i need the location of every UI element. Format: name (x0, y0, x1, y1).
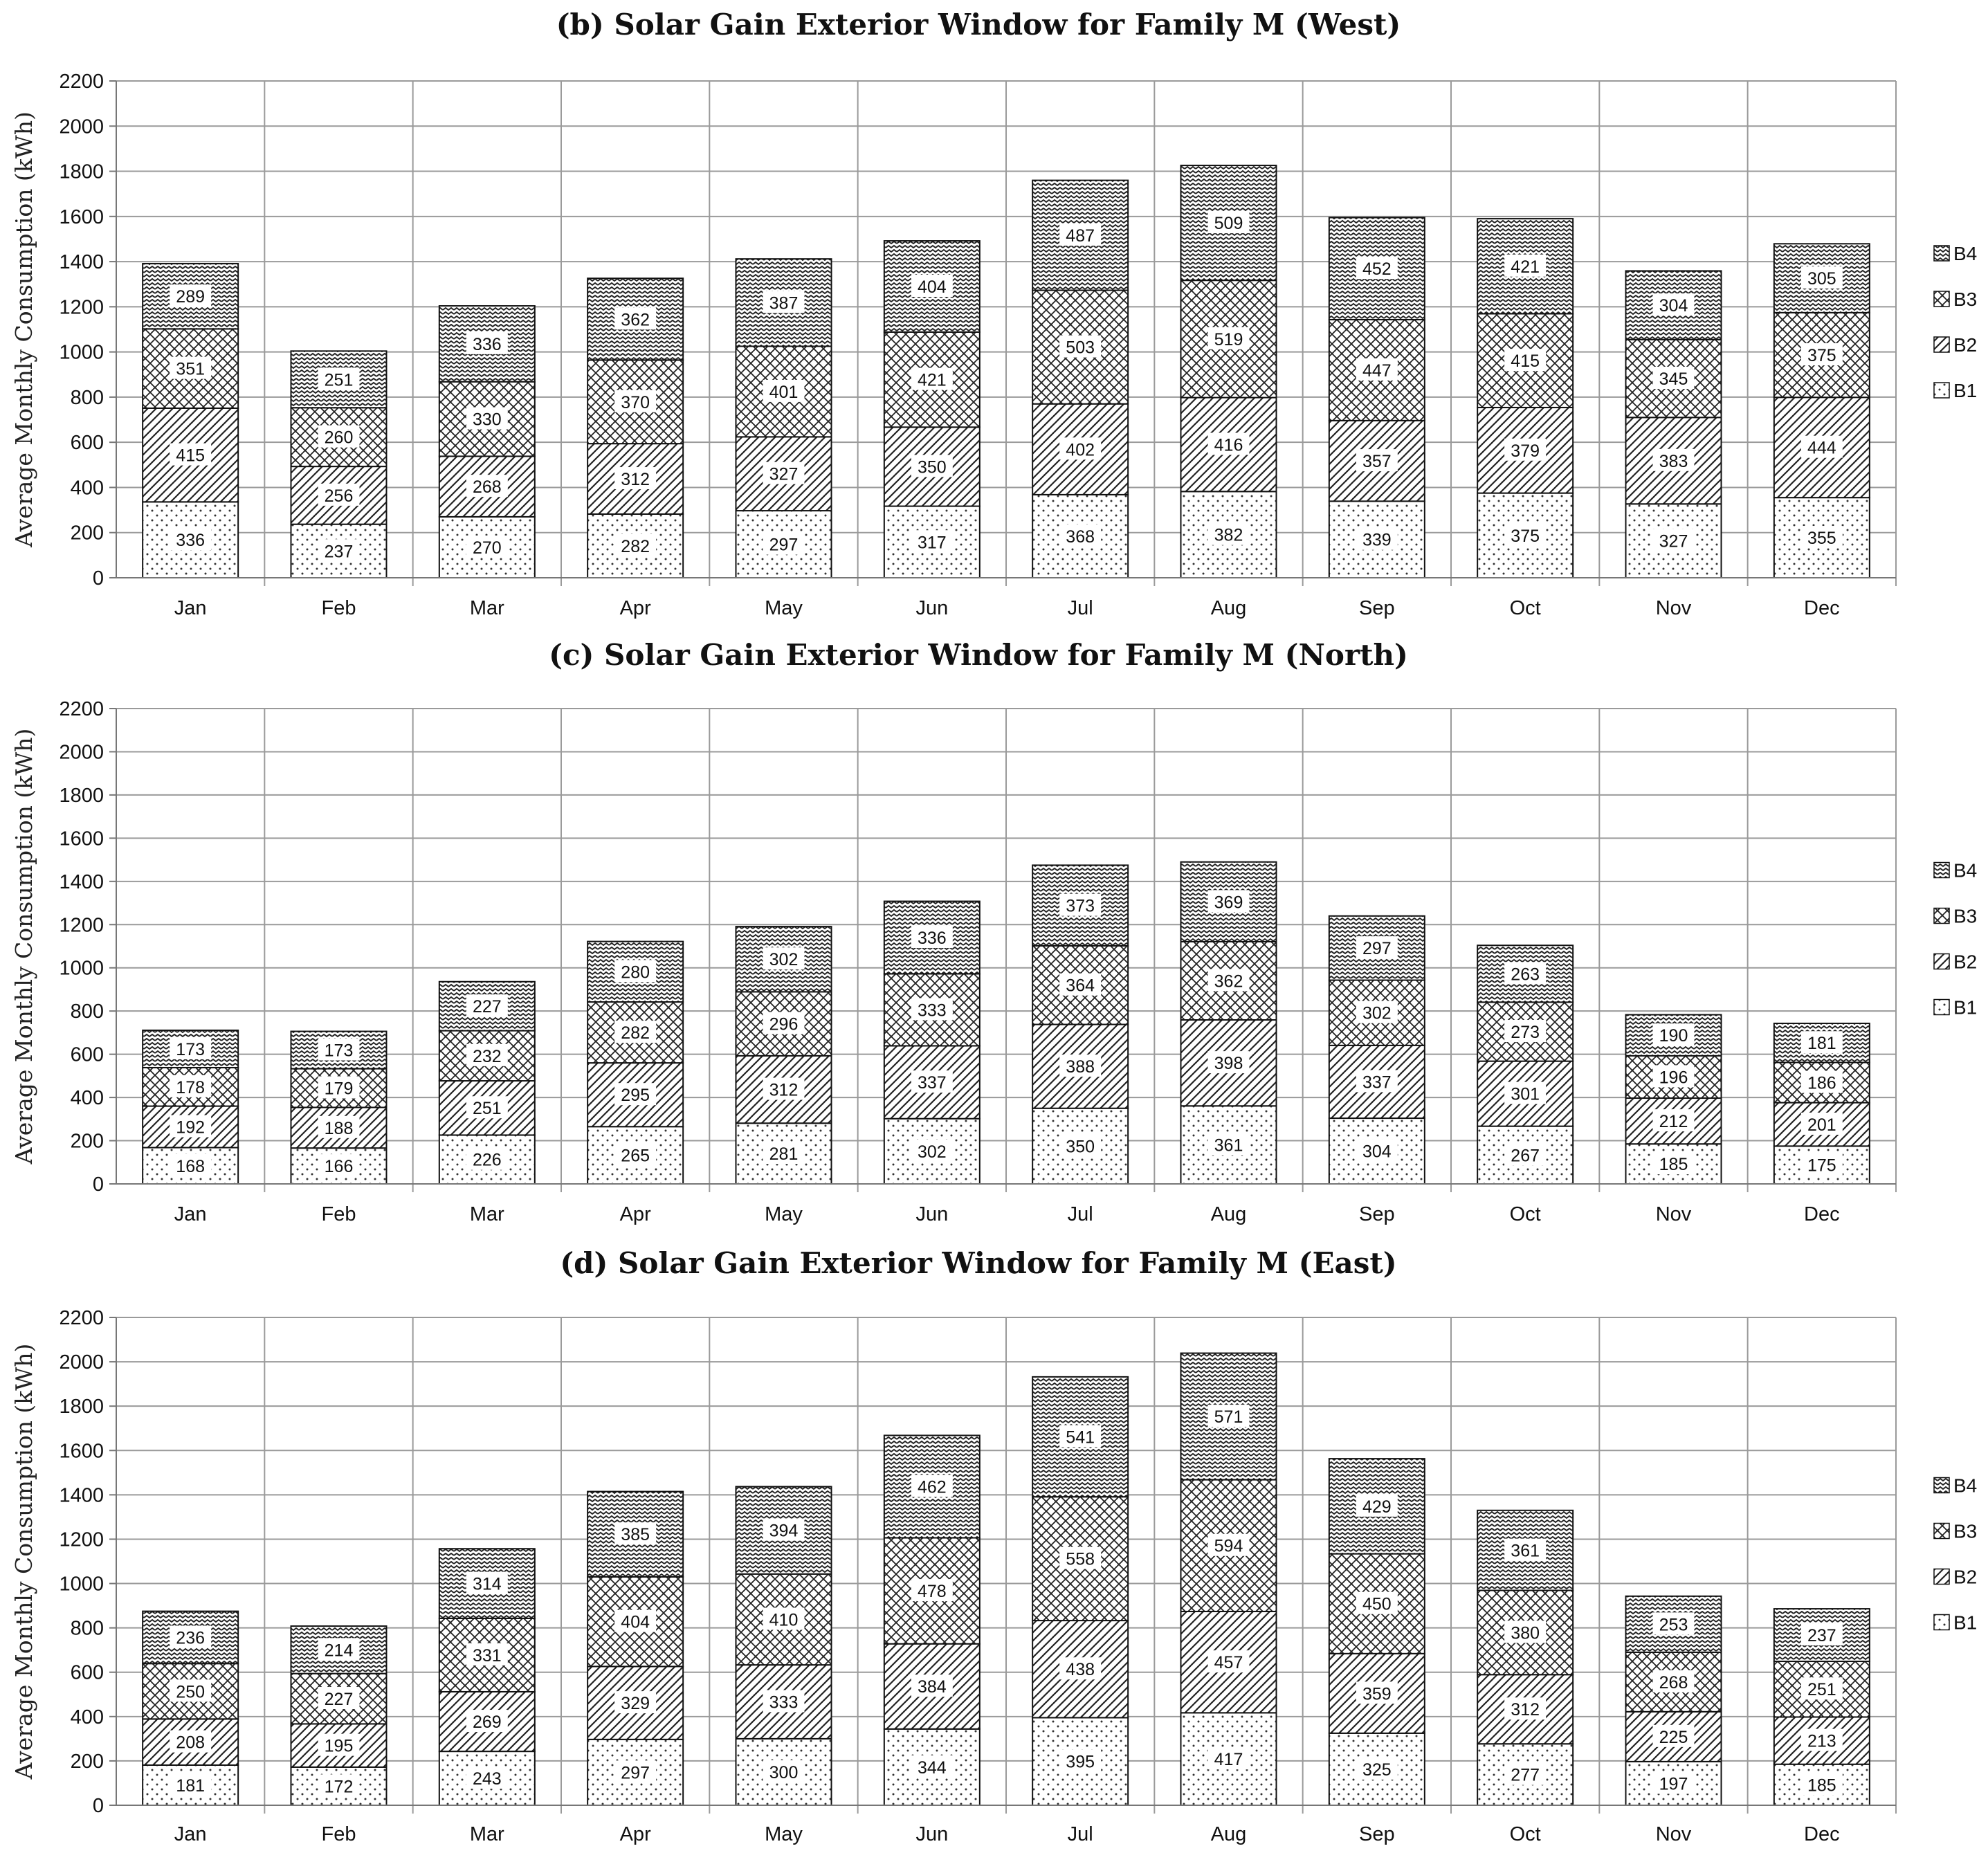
data-label: 336 (176, 531, 206, 551)
y-tick-label: 0 (92, 1795, 104, 1817)
data-label: 212 (1659, 1112, 1688, 1132)
data-label: 462 (917, 1477, 947, 1497)
y-tick-label: 1200 (59, 296, 104, 319)
data-label: 379 (1511, 441, 1540, 461)
x-tick-label: Mar (469, 1823, 504, 1845)
data-label: 281 (769, 1144, 799, 1165)
data-label: 312 (1511, 1700, 1540, 1720)
legend-label: B3 (1953, 289, 1978, 310)
data-label: 312 (769, 1080, 799, 1100)
data-label: 280 (621, 962, 650, 983)
x-tick-label: Aug (1210, 1823, 1247, 1845)
x-tick-label: May (765, 597, 803, 619)
legend-swatch-b1 (1934, 1615, 1949, 1630)
data-label: 179 (324, 1079, 354, 1099)
data-label: 195 (324, 1736, 354, 1756)
bar-stack-sep (1329, 217, 1425, 578)
data-label: 166 (324, 1157, 354, 1177)
data-label: 421 (917, 370, 947, 390)
bar-stack-jul (1032, 865, 1128, 1184)
x-tick-label: Feb (321, 1203, 356, 1225)
bar-stack-jan (143, 264, 238, 578)
data-label: 301 (1511, 1084, 1540, 1104)
data-label: 344 (917, 1758, 947, 1778)
legend-swatch-b1 (1934, 1000, 1949, 1015)
bar-stack-aug (1181, 1353, 1277, 1805)
data-label: 487 (1066, 226, 1095, 246)
legend-label: B2 (1953, 951, 1978, 973)
data-label: 277 (1511, 1765, 1540, 1785)
data-label: 181 (176, 1776, 206, 1796)
data-label: 509 (1214, 214, 1243, 234)
data-label: 305 (1807, 269, 1836, 289)
data-label: 370 (621, 392, 650, 412)
data-label: 297 (621, 1763, 650, 1783)
data-label: 333 (917, 1001, 947, 1021)
y-tick-label: 2000 (59, 1351, 104, 1374)
x-tick-label: Sep (1359, 597, 1395, 619)
x-tick-label: Oct (1509, 1203, 1541, 1225)
x-tick-label: Dec (1804, 1203, 1840, 1225)
bar-stack-nov (1626, 1596, 1722, 1805)
x-tick-label: Apr (619, 1823, 651, 1845)
data-label: 355 (1807, 529, 1836, 549)
y-tick-label: 1800 (59, 1396, 104, 1418)
y-tick-label: 2000 (59, 116, 104, 138)
data-label: 282 (621, 536, 650, 556)
data-label: 256 (324, 486, 354, 506)
data-label: 201 (1807, 1115, 1836, 1135)
chart-panel-0 (10, 8, 1977, 619)
data-label: 395 (1066, 1752, 1095, 1772)
data-label: 415 (176, 446, 206, 466)
bar-stack-dec (1774, 1609, 1870, 1805)
data-label: 168 (176, 1156, 206, 1176)
legend-label: B3 (1953, 905, 1978, 927)
bar-stack-mar (439, 982, 535, 1184)
data-label: 197 (1659, 1774, 1688, 1794)
data-label: 302 (769, 950, 799, 970)
x-tick-label: Nov (1655, 597, 1692, 619)
y-tick-label: 800 (70, 1001, 104, 1023)
data-label: 317 (917, 533, 947, 553)
data-label: 447 (1362, 360, 1392, 381)
x-tick-label: Jan (174, 1823, 207, 1845)
data-label: 350 (917, 457, 947, 477)
data-label: 251 (472, 1099, 502, 1119)
data-label: 185 (1807, 1776, 1836, 1796)
y-tick-label: 800 (70, 386, 104, 409)
data-label: 362 (621, 310, 650, 330)
y-tick-label: 600 (70, 1043, 104, 1066)
data-label: 417 (1214, 1750, 1243, 1770)
y-axis-label: Average Monthly Consumption (kWh) (10, 111, 37, 547)
data-label: 314 (472, 1574, 502, 1594)
legend-label: B1 (1953, 1612, 1978, 1634)
bar-stack-jun (884, 902, 980, 1184)
data-label: 237 (1807, 1626, 1836, 1646)
data-label: 268 (472, 477, 502, 498)
bar-stack-oct (1477, 945, 1573, 1184)
x-tick-label: Apr (619, 597, 651, 619)
y-tick-label: 200 (70, 522, 104, 545)
bar-stack-nov (1626, 271, 1722, 578)
data-label: 296 (769, 1014, 799, 1034)
y-tick-label: 2200 (59, 698, 104, 720)
data-label: 269 (472, 1713, 502, 1733)
x-tick-label: Mar (469, 1203, 504, 1225)
y-tick-label: 2000 (59, 741, 104, 764)
bar-stack-apr (587, 278, 683, 578)
data-label: 251 (1807, 1680, 1836, 1700)
data-label: 243 (472, 1769, 502, 1789)
bar-stack-may (736, 259, 832, 578)
legend-label: B4 (1953, 1475, 1978, 1497)
x-tick-label: Aug (1210, 1203, 1247, 1225)
data-label: 329 (621, 1694, 650, 1714)
data-label: 361 (1511, 1541, 1540, 1561)
x-tick-label: Mar (469, 597, 504, 619)
data-label: 383 (1659, 451, 1688, 471)
legend-swatch-b2 (1934, 1569, 1949, 1585)
legend (1934, 860, 1977, 1019)
y-tick-label: 600 (70, 432, 104, 455)
bar-stack-apr (587, 1492, 683, 1805)
y-tick-label: 200 (70, 1750, 104, 1773)
y-tick-label: 400 (70, 477, 104, 500)
data-label: 270 (472, 538, 502, 558)
data-label: 190 (1659, 1026, 1688, 1046)
y-tick-label: 1000 (59, 341, 104, 364)
bar-stack-aug (1181, 862, 1277, 1184)
legend (1934, 1475, 1977, 1634)
data-label: 373 (1066, 896, 1095, 916)
y-tick-label: 1600 (59, 206, 104, 228)
data-label: 186 (1807, 1073, 1836, 1093)
bar-stack-feb (291, 1032, 387, 1184)
data-label: 398 (1214, 1054, 1243, 1074)
x-tick-label: Aug (1210, 597, 1247, 619)
data-label: 375 (1511, 526, 1540, 546)
x-tick-label: Sep (1359, 1823, 1395, 1845)
y-tick-label: 1000 (59, 1573, 104, 1596)
bar-stack-jan (143, 1612, 238, 1805)
legend-swatch-b2 (1934, 954, 1949, 969)
y-tick-label: 1000 (59, 957, 104, 980)
data-label: 267 (1511, 1146, 1540, 1166)
bar-stack-jul (1032, 181, 1128, 578)
bar-stack-jul (1032, 1377, 1128, 1805)
data-label: 457 (1214, 1653, 1243, 1673)
data-label: 192 (176, 1117, 206, 1138)
bar-stack-sep (1329, 1459, 1425, 1805)
data-label: 312 (621, 470, 650, 490)
data-label: 226 (472, 1150, 502, 1170)
chart-panel-1 (10, 638, 1977, 1225)
data-label: 297 (1362, 939, 1392, 959)
bar-stack-aug (1181, 165, 1277, 578)
y-tick-label: 400 (70, 1706, 104, 1728)
data-label: 173 (176, 1039, 206, 1059)
legend-label: B4 (1953, 859, 1978, 882)
data-label: 227 (324, 1690, 354, 1710)
y-tick-label: 1800 (59, 161, 104, 183)
data-label: 188 (324, 1118, 354, 1138)
data-label: 380 (1511, 1623, 1540, 1643)
bar-stack-jun (884, 1435, 980, 1805)
y-tick-label: 1400 (59, 1484, 104, 1507)
data-label: 227 (472, 997, 502, 1017)
data-label: 178 (176, 1077, 206, 1097)
data-label: 304 (1362, 1142, 1392, 1162)
data-label: 336 (472, 334, 502, 354)
legend-swatch-b4 (1934, 1478, 1949, 1493)
legend-swatch-b4 (1934, 863, 1949, 878)
data-label: 362 (1214, 971, 1243, 992)
x-tick-label: Sep (1359, 1203, 1395, 1225)
data-label: 265 (621, 1146, 650, 1166)
data-label: 421 (1511, 257, 1540, 277)
data-label: 236 (176, 1628, 206, 1648)
bar-stack-jun (884, 241, 980, 578)
bar-stack-oct (1477, 1510, 1573, 1805)
data-label: 333 (769, 1692, 799, 1713)
data-label: 214 (324, 1641, 354, 1661)
y-tick-label: 1400 (59, 251, 104, 274)
x-tick-label: Jun (915, 1203, 949, 1225)
y-tick-label: 1200 (59, 1528, 104, 1551)
bar-stack-apr (587, 942, 683, 1184)
bar-stack-oct (1477, 219, 1573, 578)
data-label: 282 (621, 1023, 650, 1043)
data-label: 404 (621, 1612, 650, 1632)
data-label: 173 (324, 1041, 354, 1061)
data-label: 331 (472, 1645, 502, 1665)
y-tick-label: 1600 (59, 828, 104, 850)
data-label: 253 (1659, 1615, 1688, 1635)
chart-title: (c) Solar Gain Exterior Window for Family M (North) (549, 638, 1408, 672)
data-label: 571 (1214, 1407, 1243, 1427)
data-label: 263 (1511, 965, 1540, 985)
legend-label: B4 (1953, 243, 1978, 264)
data-label: 295 (621, 1086, 650, 1106)
data-label: 339 (1362, 530, 1392, 550)
data-label: 452 (1362, 259, 1392, 280)
legend-label: B2 (1953, 334, 1978, 356)
data-label: 394 (769, 1521, 799, 1541)
bar-stack-may (736, 926, 832, 1184)
x-tick-label: Oct (1509, 1823, 1541, 1845)
legend-swatch-b3 (1934, 291, 1949, 307)
data-label: 268 (1659, 1672, 1688, 1692)
legend-label: B1 (1953, 380, 1978, 401)
data-label: 175 (1807, 1156, 1836, 1176)
data-label: 375 (1807, 346, 1836, 366)
x-tick-label: Nov (1655, 1823, 1692, 1845)
legend-label: B3 (1953, 1520, 1978, 1542)
x-tick-label: May (765, 1203, 803, 1225)
data-label: 429 (1362, 1497, 1392, 1517)
data-label: 404 (917, 277, 947, 297)
data-label: 369 (1214, 893, 1243, 913)
x-tick-label: Feb (321, 1823, 356, 1845)
chart-title: (b) Solar Gain Exterior Window for Family M (West) (556, 8, 1401, 42)
legend-swatch-b2 (1934, 337, 1949, 352)
data-label: 519 (1214, 329, 1243, 349)
data-label: 361 (1214, 1135, 1243, 1156)
legend (1934, 243, 1977, 401)
data-label: 273 (1511, 1023, 1540, 1043)
y-tick-label: 1600 (59, 1440, 104, 1463)
data-label: 541 (1066, 1427, 1095, 1448)
data-label: 337 (1362, 1072, 1392, 1093)
data-label: 237 (324, 542, 354, 562)
x-tick-label: May (765, 1823, 803, 1845)
y-tick-label: 1200 (59, 914, 104, 937)
x-tick-label: Jan (174, 597, 207, 619)
data-label: 410 (769, 1610, 799, 1630)
data-label: 325 (1362, 1760, 1392, 1780)
legend-label: B2 (1953, 1566, 1978, 1588)
bar-stack-jan (143, 1030, 238, 1184)
data-label: 289 (176, 287, 206, 307)
bar-stack-mar (439, 1549, 535, 1805)
data-label: 450 (1362, 1594, 1392, 1614)
data-label: 327 (1659, 531, 1688, 551)
data-label: 330 (472, 410, 502, 430)
bar-stack-feb (291, 1626, 387, 1805)
legend-swatch-b1 (1934, 383, 1949, 398)
data-label: 368 (1066, 527, 1095, 547)
y-tick-label: 600 (70, 1661, 104, 1684)
x-tick-label: Jun (915, 1823, 949, 1845)
data-label: 384 (917, 1677, 947, 1697)
bar-stack-may (736, 1487, 832, 1805)
data-label: 302 (1362, 1003, 1392, 1023)
x-tick-label: Jan (174, 1203, 207, 1225)
x-tick-label: Jul (1067, 597, 1093, 619)
data-label: 415 (1511, 352, 1540, 372)
y-tick-label: 0 (92, 567, 104, 590)
x-tick-label: Oct (1509, 597, 1541, 619)
data-label: 350 (1066, 1137, 1095, 1157)
x-tick-label: Feb (321, 597, 356, 619)
data-label: 503 (1066, 338, 1095, 358)
bar-stack-sep (1329, 916, 1425, 1184)
data-label: 594 (1214, 1536, 1243, 1556)
x-tick-label: Jul (1067, 1203, 1093, 1225)
x-tick-label: Apr (619, 1203, 651, 1225)
data-label: 345 (1659, 369, 1688, 389)
chart-panel-2 (10, 1246, 1977, 1845)
data-label: 351 (176, 359, 206, 379)
x-tick-label: Dec (1804, 1823, 1840, 1845)
data-label: 251 (324, 370, 354, 390)
y-tick-label: 2200 (59, 1307, 104, 1329)
x-tick-label: Dec (1804, 597, 1840, 619)
data-label: 558 (1066, 1549, 1095, 1569)
legend-label: B1 (1953, 996, 1978, 1019)
data-label: 385 (621, 1525, 650, 1545)
data-label: 250 (176, 1682, 206, 1702)
data-label: 225 (1659, 1727, 1688, 1747)
data-label: 185 (1659, 1155, 1688, 1175)
data-label: 478 (917, 1582, 947, 1602)
data-label: 208 (176, 1733, 206, 1753)
data-label: 232 (472, 1046, 502, 1066)
data-label: 327 (769, 464, 799, 484)
data-label: 387 (769, 293, 799, 313)
y-axis-label: Average Monthly Consumption (kWh) (10, 1343, 37, 1780)
data-label: 364 (1066, 976, 1095, 996)
data-label: 260 (324, 428, 354, 448)
data-label: 337 (917, 1073, 947, 1093)
y-tick-label: 1400 (59, 870, 104, 893)
x-tick-label: Nov (1655, 1203, 1692, 1225)
data-label: 304 (1659, 296, 1688, 316)
y-tick-label: 2200 (59, 71, 104, 93)
x-tick-label: Jul (1067, 1823, 1093, 1845)
y-axis-label: Average Monthly Consumption (kWh) (10, 728, 37, 1165)
legend-swatch-b3 (1934, 909, 1949, 924)
bar-stack-nov (1626, 1014, 1722, 1184)
data-label: 444 (1807, 438, 1836, 458)
data-label: 388 (1066, 1057, 1095, 1077)
data-label: 401 (769, 382, 799, 402)
y-tick-label: 800 (70, 1617, 104, 1640)
data-label: 382 (1214, 525, 1243, 545)
data-label: 359 (1362, 1684, 1392, 1704)
bar-stack-dec (1774, 1023, 1870, 1184)
data-label: 416 (1214, 435, 1243, 455)
data-label: 357 (1362, 452, 1392, 472)
legend-swatch-b3 (1934, 1524, 1949, 1539)
legend-swatch-b4 (1934, 246, 1949, 261)
y-tick-label: 400 (70, 1087, 104, 1110)
data-label: 302 (917, 1142, 947, 1162)
data-label: 402 (1066, 440, 1095, 460)
chart-title: (d) Solar Gain Exterior Window for Family M (East) (560, 1246, 1397, 1280)
data-label: 300 (769, 1762, 799, 1782)
data-label: 213 (1807, 1731, 1836, 1751)
data-label: 438 (1066, 1660, 1095, 1680)
bar-stack-dec (1774, 244, 1870, 578)
data-label: 196 (1659, 1068, 1688, 1088)
data-label: 172 (324, 1777, 354, 1797)
bar-stack-mar (439, 306, 535, 578)
data-label: 336 (917, 929, 947, 949)
y-tick-label: 200 (70, 1130, 104, 1153)
y-tick-label: 1800 (59, 784, 104, 807)
x-tick-label: Jun (915, 597, 949, 619)
data-label: 181 (1807, 1034, 1836, 1054)
y-tick-label: 0 (92, 1174, 104, 1196)
bar-stack-feb (291, 351, 387, 578)
data-label: 297 (769, 535, 799, 555)
